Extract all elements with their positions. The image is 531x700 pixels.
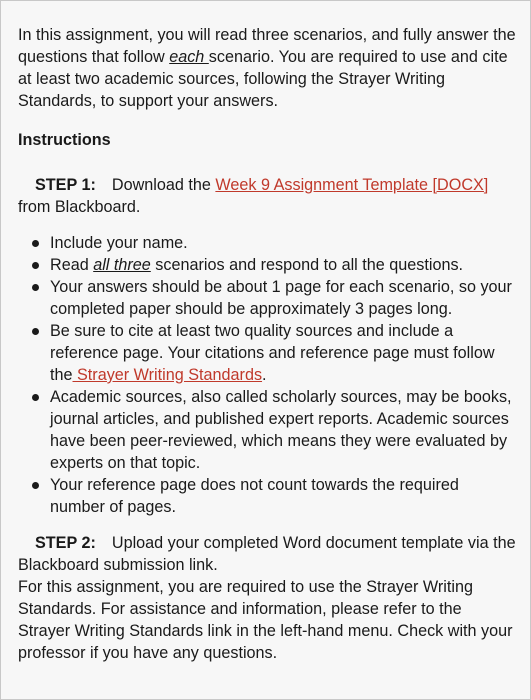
bullet-text-read-end: scenarios and respond to all the questions. [150,256,464,274]
bullet-text-name: Include your name. [50,234,188,252]
step2-paragraph [18,532,518,576]
bullet-icon [32,240,39,247]
intro-text-start: In this assignment, you will read three scenarios, and fully answer the questions that follow [18,26,516,66]
bullet-text-cite-end: . [262,366,267,384]
list-item [18,386,518,474]
instructions-heading: Instructions [18,131,111,149]
requirements-list [18,232,518,518]
step2-text: Upload your completed Word document template via the Blackboard submission link. [18,534,516,574]
list-item [18,232,518,254]
bullet-icon [32,284,39,291]
step1-text-start: Download the [111,176,216,194]
bullet-emphasis-all-three: all three [93,256,151,274]
bullet-icon [32,394,39,401]
bullet-icon [32,328,39,335]
intro-text-end: scenario. You are required to use and cite at least two academic sources, following the Strayer Writing Standards, to support your answers. [18,48,508,110]
bullet-text-cite: Be sure to cite at least two quality sources and include a reference page. Your citations and reference page must follow the [50,322,495,384]
bullet-text-length: Your answers should be about 1 page for each scenario, so your completed paper should be approximately 3 pages long. [50,278,512,318]
bullet-text-reference-page: Your reference page does not count towards the required number of pages. [50,476,459,516]
step1-label: STEP 1: [35,176,96,194]
week9-template-link[interactable]: Week 9 Assignment Template [DOCX] [215,176,489,194]
assignment-content [18,24,518,664]
bullet-text-read-start: Read [50,256,94,274]
list-item [18,276,518,320]
intro-emphasis-each: each [169,48,209,66]
strayer-writing-standards-link[interactable]: Strayer Writing Standards [72,366,263,384]
step1-paragraph [18,174,518,218]
bullet-icon [32,482,39,489]
intro-paragraph [18,24,518,112]
bullet-text-academic-sources: Academic sources, also called scholarly sources, may be books, journal articles, and published expert reports. Academic sources have been peer-reviewed, which means they were evaluated by experts on that topic. [50,388,512,472]
closing-paragraph: For this assignment, you are required to use the Strayer Writing Standards. For assistance and information, please refer to the Strayer Writing Standards link in the left-hand menu. Check with your professor if you have any questions. [18,578,513,662]
step2-label: STEP 2: [35,534,96,552]
list-item [18,474,518,518]
list-item [18,320,518,386]
step1-text-end: from Blackboard. [18,198,141,216]
bullet-icon [32,262,39,269]
list-item [18,254,518,276]
